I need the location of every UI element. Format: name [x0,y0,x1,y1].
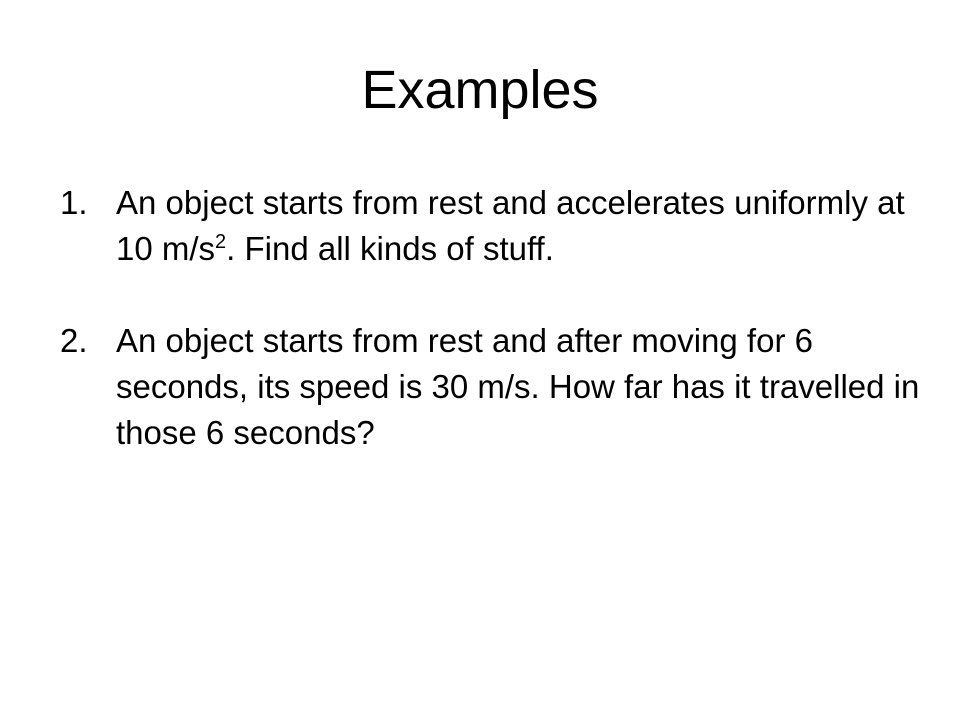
example-item-2 [60,318,920,456]
example-text: An object starts from rest and accelerates uniformly at 10 m/s [116,184,905,267]
example-text: An object starts from rest and after moving for 6 seconds, its speed is 30 m/s. How far has it travelled in those 6 seconds? [116,322,920,451]
example-number: 1. [60,184,88,221]
slide-title: Examples [361,60,599,120]
example-text-end: . Find all kinds of stuff. [226,230,554,267]
example-number: 2. [60,322,88,359]
example-item-1 [60,180,920,272]
exponent: 2 [215,231,227,253]
example-list [60,180,920,456]
